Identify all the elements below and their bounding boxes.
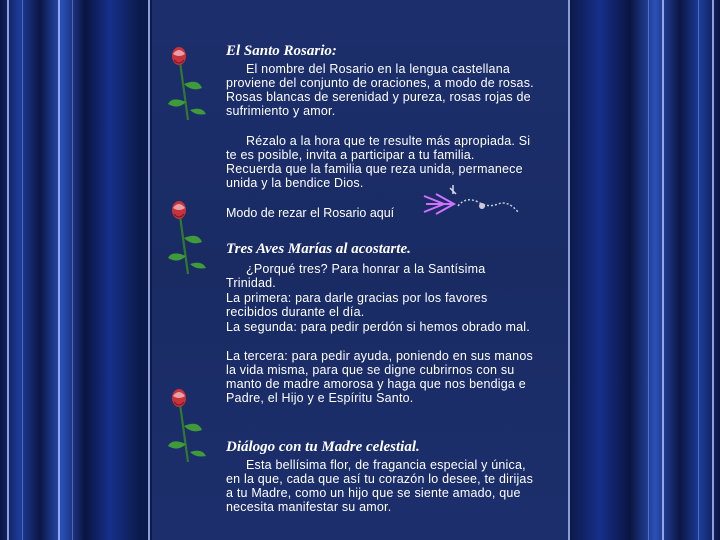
paragraph: El nombre del Rosario en la lengua castellana proviene del conjunto de oraciones, a modo de rosas. Rosas blancas de serenidad y pureza, rosas rojas de sufrimiento y amor.	[226, 62, 534, 118]
rose-icon	[158, 198, 218, 278]
stripe	[72, 0, 73, 540]
paragraph: ¿Porqué tres? Para honrar a la Santísima Trinidad.	[226, 262, 486, 290]
rose-icon	[158, 386, 218, 466]
list-item	[226, 291, 534, 319]
item-text: para darle gracias por los favores recibidos durante el día.	[226, 291, 488, 319]
paragraph: Esta bellísima flor, de fragancia especial y única, en la que, cada que así tu corazón lo desee, te dirijas a tu Madre, como un hijo que se siente amado, que necesita manifestar su amor.	[226, 458, 534, 514]
stripe	[648, 0, 649, 540]
paragraph: Rézalo a la hora que te resulte más apropiada. Si te es posible, invita a participar a tu familia. Recuerda que la familia que reza unida, permanece unida y la bendice Dios.	[226, 134, 531, 190]
stripe	[148, 0, 150, 540]
section-heading-aves-marias: Tres Aves Marías al acostarte.	[226, 241, 411, 257]
item-label: La segunda:	[226, 320, 298, 334]
stripe	[712, 0, 714, 540]
item-label: La tercera:	[226, 349, 288, 363]
item-text: para pedir ayuda, poniendo en sus manos la vida misma, para que se digne cubrirnos con su manto de madre amorosa y haga que nos bendiga e Padre, el Hijo y e Espíritu Santo.	[226, 349, 533, 405]
rosary-link-row[interactable]	[226, 206, 394, 220]
list-item	[226, 349, 534, 405]
stripe	[7, 0, 9, 540]
rose-icon	[158, 44, 218, 124]
item-label: La primera:	[226, 291, 292, 305]
stripe	[22, 0, 23, 540]
item-text: para pedir perdón si hemos obrado mal.	[297, 320, 530, 334]
arrow-icon[interactable]	[422, 182, 532, 228]
stripe	[568, 0, 570, 540]
section-heading-rosario: El Santo Rosario:	[226, 43, 337, 59]
list-item	[226, 320, 534, 334]
rosary-icon	[458, 200, 518, 212]
stripe	[58, 0, 60, 540]
section-heading-dialogo: Diálogo con tu Madre celestial.	[226, 439, 420, 455]
stripe	[662, 0, 664, 540]
stripe	[698, 0, 699, 540]
rosary-link[interactable]: Modo de rezar el Rosario aquí	[226, 206, 395, 220]
